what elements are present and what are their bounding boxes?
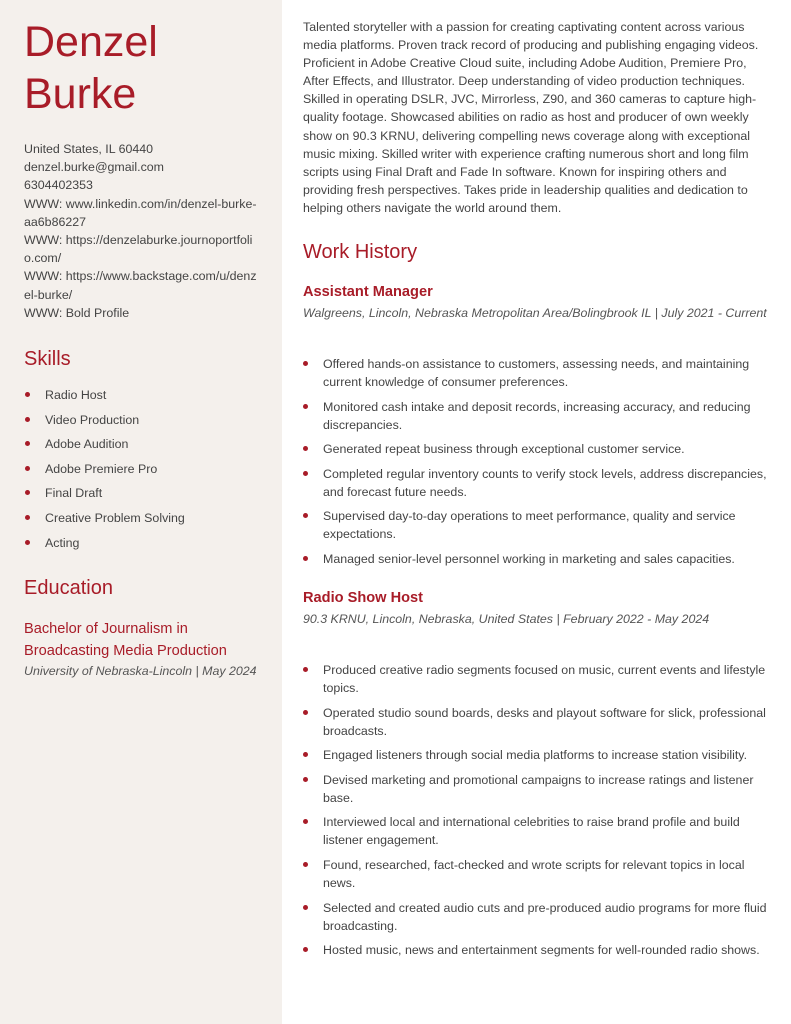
sidebar — [0, 0, 282, 1024]
bullet-icon — [303, 556, 308, 561]
contact-email[interactable]: denzel.burke@gmail.com — [24, 160, 164, 175]
contact-backstage-link[interactable]: WWW: https://www.backstage.com/u/denzel-burke/ — [24, 269, 257, 302]
contact-portfolio-link[interactable]: WWW: https://denzelaburke.journoportfolio.com/ — [24, 233, 253, 266]
job-bullet: Supervised day-to-day operations to meet performance, quality and service expectations. — [303, 507, 769, 543]
bullet-icon — [303, 710, 308, 715]
contact-info — [24, 140, 262, 322]
education-heading: Education — [24, 577, 113, 600]
job-bullet: Operated studio sound boards, desks and playout software for slick, professional broadcasts. — [303, 704, 769, 740]
education-school: University of Nebraska-Lincoln | May 2024 — [24, 664, 257, 679]
bullet-icon — [25, 540, 30, 545]
professional-summary: Talented storyteller with a passion for creating captivating content across various media platforms. Proven track record of producing and publishing engaging videos. Proficient in Adobe Creative Cloud suite, including Adobe Audition, Premiere Pro, After Effects, and Illustrator. Deep understanding of video production techniques. Skilled in operating DSLR, JVC, Mirrorless, Z90, and 360 cameras to capture high-quality footage. Showcased abilities on radio as host and producer of own weekly show on 90.3 KRNU, delivering compelling news coverage along with exceptional music mixing. Skilled writer with experience crafting numerous short and long film scripts using Final Draft and Fade In software. Known for inspiring others and providing fresh perspectives. Takes pride in leadership qualities and dedication to helping others navigate the world around them. — [303, 20, 759, 215]
job-bullet: Devised marketing and promotional campaigns to increase ratings and listener base. — [303, 771, 769, 807]
job-bullet: Completed regular inventory counts to verify stock levels, address discrepancies, and forecast future needs. — [303, 465, 769, 501]
job-title: Assistant Manager — [303, 284, 433, 301]
job-bullets — [303, 355, 769, 568]
bullet-icon — [303, 819, 308, 824]
skill-item: Acting — [24, 535, 262, 560]
job-bullet: Selected and created audio cuts and pre-produced audio programs for more fluid broadcasting. — [303, 899, 769, 935]
bullet-icon — [303, 404, 308, 409]
job-bullet: Engaged listeners through social media platforms to increase station visibility. — [303, 746, 769, 764]
bullet-icon — [303, 361, 308, 366]
bullet-icon — [303, 947, 308, 952]
skill-item: Creative Problem Solving — [24, 510, 262, 535]
job-bullet: Interviewed local and international celebrities to raise brand profile and build listener engagement. — [303, 813, 769, 849]
contact-linkedin-link[interactable]: WWW: www.linkedin.com/in/denzel-burke-aa6b86227 — [24, 196, 257, 229]
job-meta: Walgreens, Lincoln, Nebraska Metropolitan Area/Bolingbrook IL | July 2021 - Current — [303, 306, 767, 321]
bullet-icon — [25, 490, 30, 495]
bullet-icon — [303, 513, 308, 518]
contact-bold-profile-link[interactable]: WWW: Bold Profile — [24, 305, 130, 320]
job-bullet: Hosted music, news and entertainment segments for well-rounded radio shows. — [303, 941, 769, 959]
skill-item: Adobe Audition — [24, 436, 262, 461]
bullet-icon — [303, 471, 308, 476]
bullet-icon — [303, 777, 308, 782]
bullet-icon — [303, 862, 308, 867]
job-bullet: Found, researched, fact-checked and wrote scripts for relevant topics in local news. — [303, 856, 769, 892]
job-entry — [303, 284, 769, 568]
bullet-icon — [303, 667, 308, 672]
bullet-icon — [303, 905, 308, 910]
job-entry — [303, 590, 769, 959]
bullet-icon — [303, 752, 308, 757]
job-bullet: Generated repeat business through exceptional customer service. — [303, 440, 769, 458]
job-bullet: Offered hands-on assistance to customers, assessing needs, and maintaining current knowledge of consumer preferences. — [303, 355, 769, 391]
skill-item: Video Production — [24, 412, 262, 437]
job-meta: 90.3 KRNU, Lincoln, Nebraska, United States | February 2022 - May 2024 — [303, 612, 710, 626]
bullet-icon — [303, 446, 308, 451]
skills-heading: Skills — [24, 348, 71, 371]
contact-phone[interactable]: 6304402353 — [24, 178, 93, 193]
work-history-heading: Work History — [303, 241, 418, 264]
candidate-name — [24, 16, 262, 120]
main-content — [303, 18, 769, 966]
job-bullets — [303, 661, 769, 959]
job-bullet: Monitored cash intake and deposit records, increasing accuracy, and reducing discrepancies. — [303, 398, 769, 434]
bullet-icon — [25, 441, 30, 446]
skills-list — [24, 387, 262, 559]
bullet-icon — [25, 392, 30, 397]
contact-address: United States, IL 60440 — [24, 142, 154, 156]
bullet-icon — [25, 466, 30, 471]
skill-item: Adobe Premiere Pro — [24, 461, 262, 486]
job-bullet: Managed senior-level personnel working in marketing and sales capacities. — [303, 550, 769, 568]
bullet-icon — [25, 515, 30, 520]
job-bullet: Produced creative radio segments focused on music, current events and lifestyle topics. — [303, 661, 769, 697]
skill-item: Radio Host — [24, 387, 262, 412]
bullet-icon — [25, 417, 30, 422]
last-name: Burke — [24, 70, 137, 118]
job-title: Radio Show Host — [303, 590, 423, 606]
skill-item: Final Draft — [24, 485, 262, 510]
education-degree: Bachelor of Journalism in Broadcasting Media Production — [24, 621, 227, 660]
first-name: Denzel — [24, 18, 158, 66]
